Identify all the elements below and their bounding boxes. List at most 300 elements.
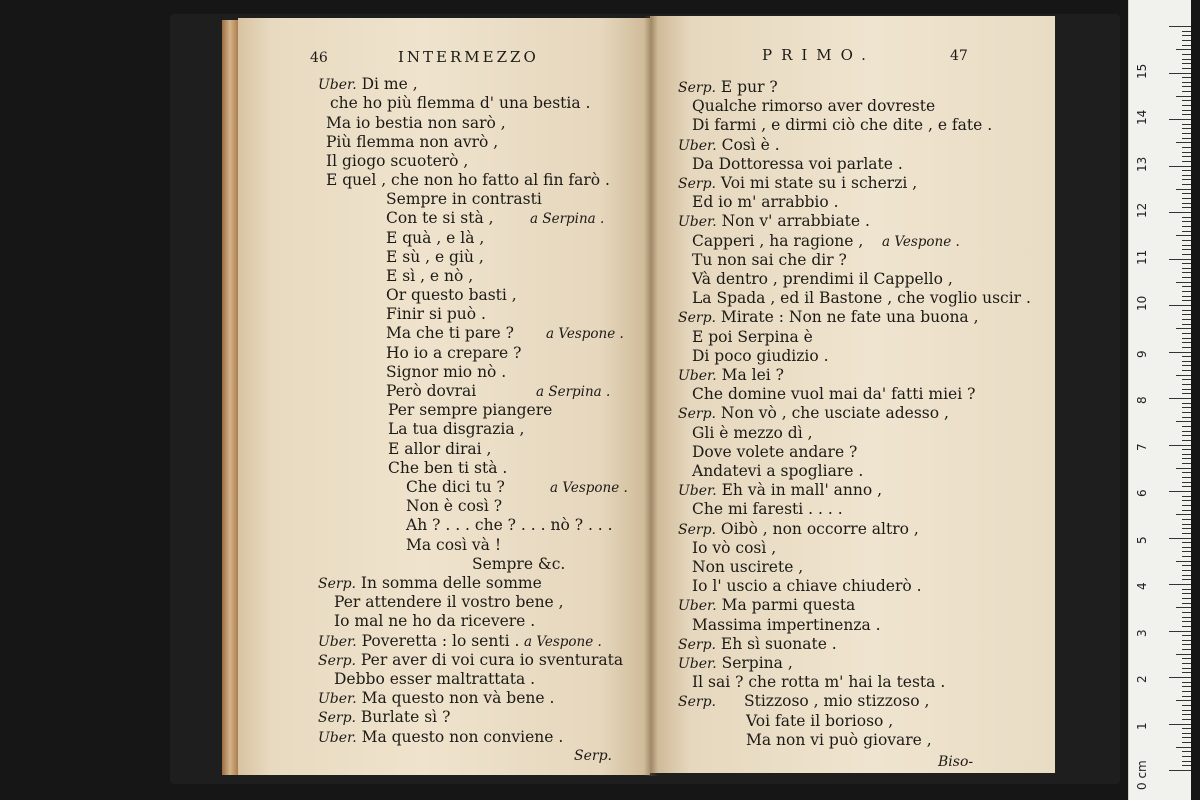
ruler-tick [1182, 649, 1191, 650]
line-text: La tua disgrazia , [388, 420, 525, 438]
ruler-tick [1182, 617, 1191, 618]
verse-line [692, 97, 935, 115]
line-text: Più flemma non avrò , [326, 133, 499, 151]
ruler-tick [1182, 686, 1191, 687]
ruler-label: 5 [1135, 535, 1149, 544]
line-text: Il sai ? che rotta m' hai la testa . [692, 673, 946, 691]
ruler-tick [1182, 496, 1191, 497]
ruler-tick [1176, 747, 1191, 748]
line-text: Di me , [361, 75, 418, 93]
ruler-label: 8 [1135, 396, 1149, 404]
ruler-tick [1176, 561, 1191, 562]
ruler-tick [1182, 389, 1191, 390]
ruler-tick [1176, 142, 1191, 143]
verse-line [334, 670, 535, 688]
page-number: 47 [950, 48, 968, 64]
ruler-tick [1182, 314, 1191, 315]
line-text: Per attendere il vostro bene , [334, 593, 564, 611]
ruler-tick [1182, 417, 1191, 418]
ruler-tick [1182, 612, 1191, 613]
line-text: Il giogo scuoterò , [326, 152, 469, 170]
ruler-tick [1182, 184, 1191, 185]
verse-line [678, 635, 837, 654]
ruler-tick [1182, 733, 1191, 734]
ruler-tick [1182, 277, 1191, 278]
line-text: Di poco giudizio . [692, 347, 829, 365]
line-text: Che mi faresti . . . . [692, 500, 843, 518]
line-text: Che domine vuol mai da' fatti miei ? [692, 385, 976, 403]
ruler-tick [1182, 714, 1191, 715]
line-text: Ed io m' arrabbio . [692, 193, 839, 211]
speaker-label: Serp. [318, 710, 356, 726]
ruler-tick [1182, 672, 1191, 673]
line-text: Sempre &c. [472, 555, 566, 573]
line-text: Finir si può . [386, 305, 486, 323]
ruler-tick [1182, 751, 1191, 752]
line-text: Che dici tu ? [406, 478, 505, 496]
verse-line [472, 555, 565, 573]
ruler-tick [1169, 491, 1191, 492]
line-text: In somma delle somme [360, 574, 542, 592]
ruler-tick [1182, 668, 1191, 669]
verse-line [678, 654, 793, 673]
ruler-label: 6 [1135, 489, 1149, 497]
line-text: Io mal ne ho da ricevere . [334, 612, 536, 630]
ruler-tick [1182, 110, 1191, 111]
verse-line [678, 136, 780, 155]
ruler-tick [1182, 193, 1191, 194]
ruler-label: 10 [1135, 295, 1149, 311]
line-text: Và dentro , prendimi il Cappello , [692, 270, 953, 288]
verse-line [386, 344, 521, 362]
ruler-tick [1182, 370, 1191, 371]
verse-line [318, 651, 623, 670]
verse-line [692, 270, 953, 288]
ruler-tick [1182, 719, 1191, 720]
verse-line [318, 574, 542, 593]
ruler-tick [1176, 421, 1191, 422]
ruler-tick [1182, 384, 1191, 385]
ruler-tick [1182, 710, 1191, 711]
line-text: Eh và in mall' anno , [721, 481, 883, 499]
line-text: E sù , e giù , [386, 248, 484, 266]
line-text: E allor dirai , [388, 440, 492, 458]
verse-line [692, 500, 843, 518]
verse-line [326, 152, 468, 170]
ruler-tick [1169, 770, 1191, 771]
ruler-tick [1169, 259, 1191, 260]
ruler-tick [1182, 691, 1191, 692]
ruler-tick [1182, 91, 1191, 92]
speaker-label: Serp. [678, 522, 716, 538]
ruler-tick [1182, 482, 1191, 483]
ruler-tick [1182, 393, 1191, 394]
ruler-tick [1182, 640, 1191, 641]
ruler-tick [1182, 463, 1191, 464]
verse-line [678, 78, 778, 97]
line-text: Serpina , [721, 654, 793, 672]
line-text: Debbo esser maltrattata . [334, 670, 536, 688]
line-text: Tu non sai che dir ? [692, 251, 847, 269]
ruler-tick [1182, 156, 1191, 157]
ruler-tick [1182, 621, 1191, 622]
line-text: E quel , che non ho fatto al fin farò . [326, 171, 610, 189]
line-text: Per aver di voi cura io sventurata [360, 651, 624, 669]
line-text: Voi fate il borioso , [746, 712, 894, 730]
ruler-tick [1176, 189, 1191, 190]
ruler-tick [1182, 175, 1191, 176]
ruler-tick [1182, 203, 1191, 204]
ruler-tick [1182, 533, 1191, 534]
verse-line [692, 443, 857, 461]
verse-line [678, 520, 919, 539]
ruler-tick [1169, 305, 1191, 306]
ruler-tick [1182, 626, 1191, 627]
speaker-label: Uber. [678, 483, 717, 499]
speaker-label: Uber. [318, 77, 357, 93]
left-page [238, 18, 650, 775]
verse-line [692, 232, 863, 250]
line-text: Non v' arrabbiate . [721, 212, 870, 230]
ruler-tick [1182, 589, 1191, 590]
line-text: Che ben ti stà . [388, 459, 508, 477]
ruler-tick [1182, 635, 1191, 636]
ruler-tick [1182, 500, 1191, 501]
ruler-tick [1182, 221, 1191, 222]
line-text: Capperi , ha ragione , [692, 232, 864, 250]
ruler-tick [1182, 333, 1191, 334]
verse-line [692, 577, 922, 595]
ruler-label: 3 [1135, 628, 1149, 637]
speaker-label: Serp. [678, 80, 716, 96]
ruler-label: 13 [1135, 156, 1149, 172]
ruler-label: 12 [1135, 202, 1149, 218]
ruler-tick [1182, 761, 1191, 762]
speaker-label: Serp. [678, 406, 716, 422]
ruler-tick [1182, 347, 1191, 348]
ruler-tick [1182, 179, 1191, 180]
ruler-tick [1182, 458, 1191, 459]
ruler-tick [1182, 170, 1191, 171]
ruler-tick [1176, 654, 1191, 655]
verse-line [386, 267, 473, 285]
line-text: Burlate sì ? [360, 708, 451, 726]
line-text: Con te si stà , [386, 209, 494, 227]
ruler-tick [1182, 161, 1191, 162]
verse-line [678, 308, 979, 327]
ruler-tick [1182, 114, 1191, 115]
line-text: E quà , e là , [386, 229, 485, 247]
stage-direction: a Serpina . [536, 384, 611, 400]
ruler-tick [1182, 300, 1191, 301]
ruler-tick [1176, 607, 1191, 608]
speaker-label: Uber. [678, 138, 717, 154]
line-text: Signor mio nò . [386, 363, 507, 381]
line-text: Gli è mezzo dì , [692, 424, 813, 442]
ruler-tick [1182, 756, 1191, 757]
ruler-tick [1182, 426, 1191, 427]
verse-line [692, 424, 813, 442]
ruler-tick [1182, 603, 1191, 604]
ruler-tick [1182, 407, 1191, 408]
ruler-tick [1182, 449, 1191, 450]
ruler-tick [1182, 59, 1191, 60]
ruler-tick [1182, 737, 1191, 738]
line-text: Ho io a crepare ? [386, 344, 522, 362]
verse-line [326, 133, 498, 151]
ruler-tick [1182, 138, 1191, 139]
ruler-tick [1182, 431, 1191, 432]
line-text: Ah ? . . . che ? . . . nò ? . . . [406, 516, 613, 534]
ruler-tick [1182, 454, 1191, 455]
ruler-tick [1182, 519, 1191, 520]
line-text: Ma che ti pare ? [386, 324, 514, 342]
speaker-label: Uber. [678, 214, 717, 230]
page-number: 46 [310, 50, 328, 66]
ruler-tick [1176, 375, 1191, 376]
ruler-tick [1182, 575, 1191, 576]
verse-line [692, 385, 975, 403]
line-text: Io vò così , [692, 539, 777, 557]
line-text: Io l' uscio a chiave chiuderò . [692, 577, 922, 595]
verse-line [692, 328, 813, 346]
running-head: PRIMO. [762, 46, 875, 64]
ruler-tick [1182, 82, 1191, 83]
ruler-tick [1182, 77, 1191, 78]
ruler-tick [1176, 514, 1191, 515]
ruler-tick [1182, 245, 1191, 246]
verse-line [678, 366, 784, 385]
verse-line [388, 401, 552, 419]
ruler-tick [1182, 133, 1191, 134]
ruler-tick [1182, 542, 1191, 543]
ruler-tick [1182, 68, 1191, 69]
verse-line [406, 478, 505, 496]
ruler-tick [1182, 310, 1191, 311]
stage-direction: a Vespone . [550, 480, 628, 496]
ruler-tick [1169, 538, 1191, 539]
ruler-tick [1182, 45, 1191, 46]
ruler-label: 15 [1135, 63, 1149, 79]
line-text: Mirate : Non ne fate una buona , [720, 308, 979, 326]
speaker-label: Uber. [318, 730, 357, 746]
verse-line [746, 712, 893, 730]
verse-line [326, 171, 610, 189]
verse-line [406, 497, 502, 515]
speaker-label: Serp. [318, 653, 356, 669]
verse-line [330, 94, 590, 112]
ruler-tick [1182, 486, 1191, 487]
line-text: Qualche rimorso aver dovreste [692, 97, 936, 115]
verse-line [388, 420, 524, 438]
ruler-tick [1182, 54, 1191, 55]
verse-line [692, 558, 803, 576]
ruler-tick [1182, 505, 1191, 506]
verse-line [692, 289, 1031, 307]
verse-line [386, 324, 514, 342]
ruler-tick [1182, 593, 1191, 594]
verse-line [678, 174, 917, 193]
ruler-tick [1182, 403, 1191, 404]
ruler-tick [1182, 324, 1191, 325]
line-text: Da Dottoressa voi parlate . [692, 155, 903, 173]
ruler-tick [1176, 282, 1191, 283]
verse-line [386, 286, 517, 304]
verse-line [692, 193, 839, 211]
line-text: che ho più flemma d' una bestia . [330, 94, 591, 112]
ruler-tick [1182, 31, 1191, 32]
verse-line [386, 382, 476, 400]
line-text: La Spada , ed il Bastone , che voglio uscir . [692, 289, 1031, 307]
ruler-tick [1182, 86, 1191, 87]
speaker-label: Uber. [678, 656, 717, 672]
line-text: Ma parmi questa [721, 596, 856, 614]
ruler-tick [1182, 198, 1191, 199]
ruler-tick [1169, 352, 1191, 353]
ruler-tick [1182, 128, 1191, 129]
ruler-tick [1182, 272, 1191, 273]
ruler-tick [1182, 528, 1191, 529]
verse-line [692, 539, 776, 557]
ruler-tick [1182, 147, 1191, 148]
ruler-label: 14 [1135, 109, 1149, 125]
speaker-label: Serp. [678, 310, 716, 326]
ruler-tick [1182, 249, 1191, 250]
ruler-tick [1182, 379, 1191, 380]
verse-line [678, 596, 855, 615]
measuring-ruler [1128, 0, 1191, 800]
ruler-tick [1182, 240, 1191, 241]
ruler-tick [1169, 445, 1191, 446]
ruler-tick [1182, 565, 1191, 566]
line-text: Sempre in contrasti [386, 190, 542, 208]
line-text: Poveretta : lo senti . [361, 632, 520, 650]
ruler-tick [1169, 73, 1191, 74]
verse-line [692, 616, 881, 634]
ruler-label: 11 [1135, 249, 1149, 265]
ruler-tick [1182, 105, 1191, 106]
verse-line [318, 728, 563, 747]
stage-direction: a Vespone . [546, 326, 624, 342]
ruler-tick [1182, 682, 1191, 683]
speaker-label: Serp. [678, 176, 716, 192]
line-text: Eh sì suonate . [720, 635, 837, 653]
verse-line [388, 459, 507, 477]
ruler-tick [1182, 286, 1191, 287]
ruler-tick [1182, 231, 1191, 232]
ruler-tick [1169, 212, 1191, 213]
ruler-tick [1176, 700, 1191, 701]
verse-line [334, 593, 564, 611]
ruler-tick [1182, 658, 1191, 659]
verse-line [386, 305, 486, 323]
line-text: Voi mi state su i scherzi , [720, 174, 918, 192]
verse-line [318, 632, 519, 651]
ruler-tick [1182, 35, 1191, 36]
line-text: Ma io bestia non sarò , [326, 114, 506, 132]
line-text: E pur ? [720, 78, 778, 96]
ruler-tick [1169, 584, 1191, 585]
ruler-tick [1182, 510, 1191, 511]
verse-line [692, 251, 847, 269]
verse-line [318, 75, 418, 94]
verse-line [318, 689, 554, 708]
ruler-tick [1182, 152, 1191, 153]
ruler-tick [1182, 570, 1191, 571]
line-text: Dove volete andare ? [692, 443, 858, 461]
running-head: INTERMEZZO [398, 48, 539, 66]
ruler-tick [1182, 342, 1191, 343]
ruler-tick [1182, 663, 1191, 664]
ruler-tick [1182, 579, 1191, 580]
ruler-tick [1182, 226, 1191, 227]
verse-line [692, 155, 903, 173]
line-text: Ma questo non và bene . [361, 689, 555, 707]
ruler-tick [1176, 235, 1191, 236]
ruler-tick [1182, 365, 1191, 366]
ruler-tick [1182, 63, 1191, 64]
ruler-tick [1182, 40, 1191, 41]
catchword: Biso- [938, 754, 974, 770]
ruler-tick [1182, 742, 1191, 743]
ruler-tick [1176, 96, 1191, 97]
verse-line [326, 114, 506, 132]
line-text: Non vò , che usciate adesso , [720, 404, 949, 422]
ruler-tick [1182, 524, 1191, 525]
verse-line [678, 692, 929, 711]
verse-line [678, 404, 949, 423]
ruler-tick [1182, 291, 1191, 292]
ruler-tick [1176, 328, 1191, 329]
verse-line [692, 673, 945, 691]
line-text: Non uscirete , [692, 558, 804, 576]
ruler-label: 2 [1135, 675, 1149, 683]
ruler-tick [1182, 547, 1191, 548]
verse-line [406, 516, 613, 534]
ruler-tick [1182, 440, 1191, 441]
ruler-tick [1169, 166, 1191, 167]
ruler-tick [1169, 631, 1191, 632]
line-text: Massima impertinenza . [692, 616, 881, 634]
ruler-tick [1182, 435, 1191, 436]
stage-direction: a Vespone . [524, 634, 602, 650]
ruler-label: 4 [1135, 582, 1149, 590]
ruler-tick [1169, 677, 1191, 678]
line-text: Non è così ? [406, 497, 503, 515]
line-text: Però dovrai [386, 382, 477, 400]
ruler-label: 7 [1135, 442, 1149, 451]
stage-direction: a Vespone . [882, 234, 960, 250]
verse-line [692, 462, 863, 480]
line-text: Oibò , non occorre altro , [720, 520, 919, 538]
ruler-tick [1182, 705, 1191, 706]
speaker-label: Uber. [318, 691, 357, 707]
line-text: Di farmi , e dirmi ciò che dite , e fate . [692, 116, 993, 134]
ruler-tick [1182, 696, 1191, 697]
ruler-tick [1182, 254, 1191, 255]
ruler-label: 9 [1135, 349, 1149, 358]
stage-direction: a Serpina . [530, 211, 605, 227]
speaker-label: Serp. [318, 576, 356, 592]
ruler-tick [1169, 724, 1191, 725]
right-page [650, 16, 1055, 773]
verse-line [746, 731, 932, 749]
speaker-label: Serp. [678, 694, 716, 710]
ruler-tick [1176, 49, 1191, 50]
ruler-tick [1182, 361, 1191, 362]
ruler-tick [1182, 728, 1191, 729]
ruler-tick [1182, 263, 1191, 264]
